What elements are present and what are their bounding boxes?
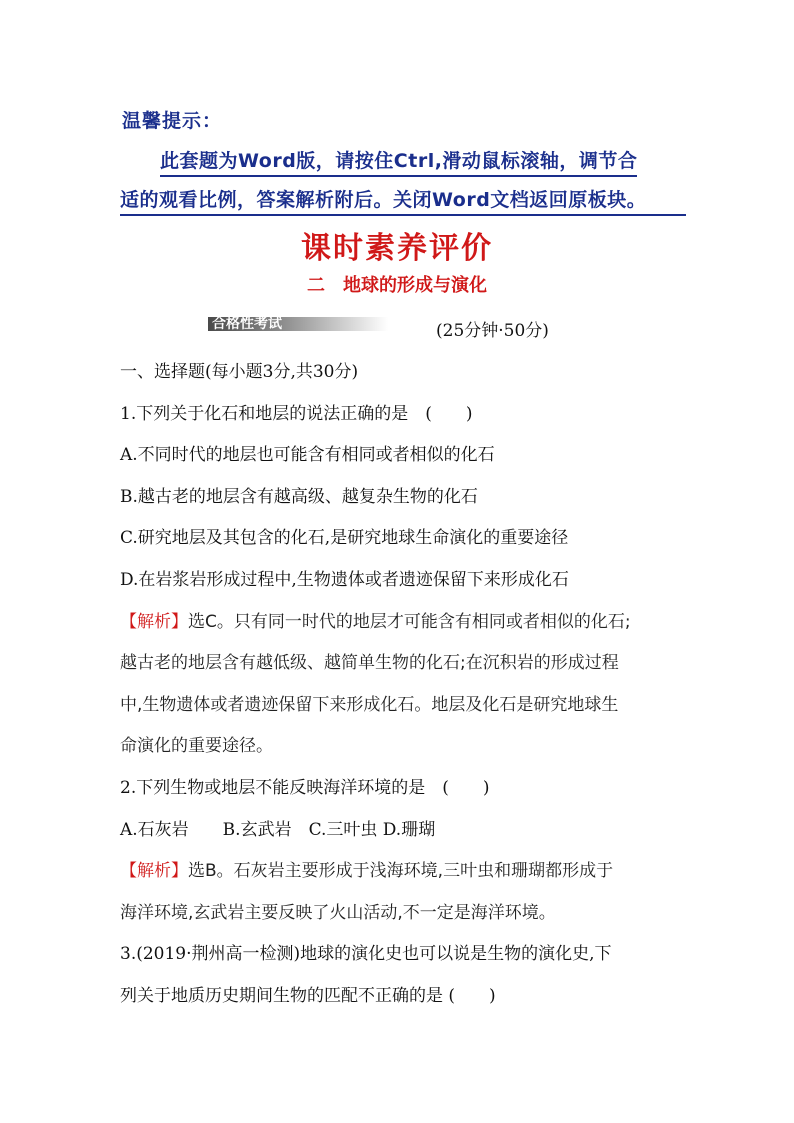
q1-option-c: C.研究地层及其包含的化石,是研究地球生命演化的重要途径 xyxy=(120,528,569,548)
q2-options: A.石灰岩 B.玄武岩 C.三叶虫 D.珊瑚 xyxy=(120,820,436,840)
tip-line-1: 此套题为Word版，请按住Ctrl,滑动鼠标滚轴，调节合 xyxy=(160,146,637,177)
q1-analysis-line-2: 越古老的地层含有越低级、越简单生物的化石;在沉积岩的形成过程 xyxy=(120,653,619,673)
tip-title: 温馨提示： xyxy=(122,110,223,132)
tip-line-2: 适的观看比例，答案解析附后。关闭Word文档返回原板块。 xyxy=(120,185,686,216)
timing-label: (25分钟·50分) xyxy=(436,321,549,341)
section-tag xyxy=(208,313,388,332)
q1-analysis-text-1: 选C。只有同一时代的地层才可能含有相同或者相似的化石; xyxy=(188,612,631,632)
q3-stem-line-2: 列关于地质历史期间生物的匹配不正确的是 ( ) xyxy=(120,986,496,1006)
section-tag-label: 合格性考试 xyxy=(212,316,282,332)
q2-analysis-label: 【解析】 xyxy=(120,861,188,881)
q1-analysis-label: 【解析】 xyxy=(120,612,188,632)
q2-analysis-line-2: 海洋环境,玄武岩主要反映了火山活动,不一定是海洋环境。 xyxy=(120,903,556,923)
q1-option-b: B.越古老的地层含有越高级、越复杂生物的化石 xyxy=(120,487,478,507)
q1-option-a: A.不同时代的地层也可能含有相同或者相似的化石 xyxy=(120,445,495,465)
q1-analysis-line-1 xyxy=(120,607,631,632)
q1-stem: 1.下列关于化石和地层的说法正确的是 ( ) xyxy=(120,404,473,424)
q2-stem: 2.下列生物或地层不能反映海洋环境的是 ( ) xyxy=(120,778,490,798)
page-title: 课时素养评价 xyxy=(301,231,493,266)
q1-analysis-line-4: 命演化的重要途径。 xyxy=(120,736,273,756)
page-subtitle: 二 地球的形成与演化 xyxy=(307,275,487,296)
q2-analysis-line-1 xyxy=(120,856,613,881)
q1-option-d: D.在岩浆岩形成过程中,生物遗体或者遗迹保留下来形成化石 xyxy=(120,570,569,590)
q1-analysis-line-3: 中,生物遗体或者遗迹保留下来形成化石。地层及化石是研究地球生 xyxy=(120,695,619,715)
section-heading: 一、选择题(每小题3分,共30分) xyxy=(120,362,359,382)
q3-stem-line-1: 3.(2019·荆州高一检测)地球的演化史也可以说是生物的演化史,下 xyxy=(120,944,612,964)
q2-analysis-text-1: 选B。石灰岩主要形成于浅海环境,三叶虫和珊瑚都形成于 xyxy=(188,861,614,881)
